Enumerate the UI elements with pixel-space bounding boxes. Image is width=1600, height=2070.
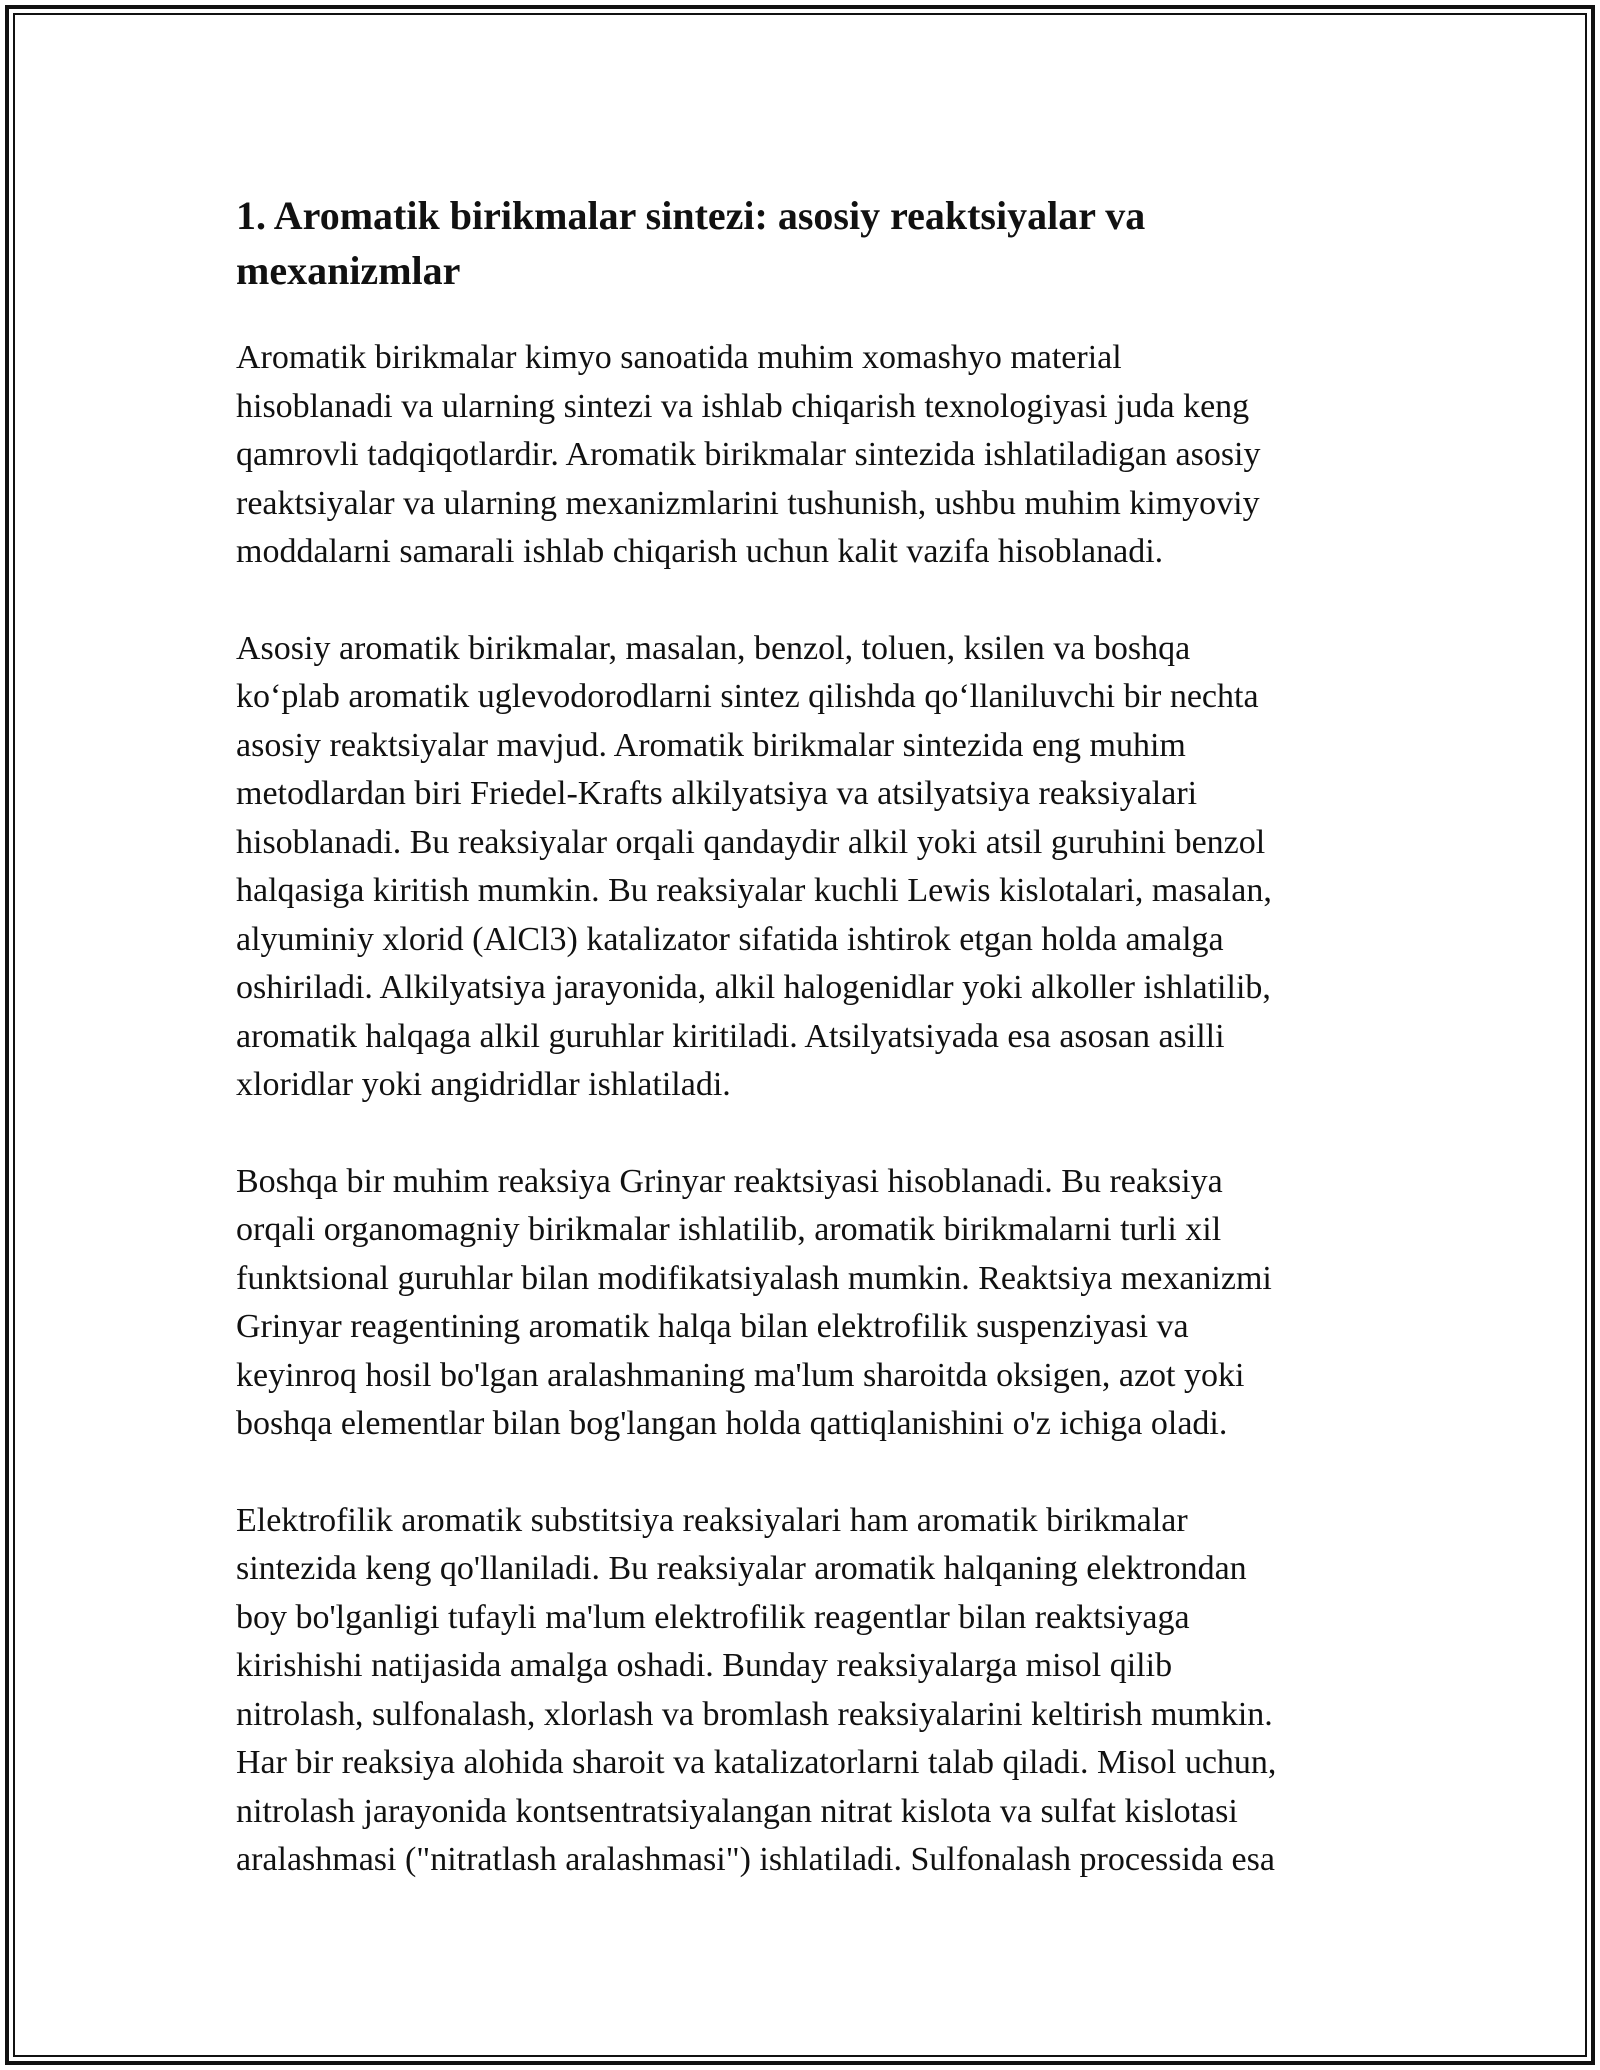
text-line: aromatik halqaga alkil guruhlar kiritiladi. Atsilyatsiyada esa asosan asilli — [236, 1017, 1225, 1055]
text-line: moddalarni samarali ishlab chiqarish uchun kalit vazifa hisoblanadi. — [236, 533, 1164, 570]
heading-line: mexanizmlar — [236, 248, 461, 293]
paragraph-2 — [236, 625, 1364, 1110]
heading-line: 1. Aromatik birikmalar sintezi: asosiy reaktsiyalar va — [236, 193, 1146, 238]
text-line: sintezida keng qo'llaniladi. Bu reaksiyalar aromatik halqaning elektrondan — [236, 1550, 1247, 1587]
text-line: Har bir reaksiya alohida sharoit va katalizatorlarni talab qiladi. Misol uchun, — [236, 1744, 1277, 1781]
text-line: boshqa elementlar bilan bog'langan holda qattiqlanishini o'z ichiga oladi. — [236, 1405, 1228, 1442]
text-line: boy bo'lganligi tufayli ma'lum elektrofilik reagentlar bilan reaktsiyaga — [236, 1598, 1190, 1636]
paragraph-4 — [236, 1497, 1364, 1885]
text-line: alyuminiy xlorid (AlCl3) katalizator sifatida ishtirok etgan holda amalga — [236, 920, 1224, 958]
text-line: Boshqa bir muhim reaksiya Grinyar reaktsiyasi hisoblanadi. Bu reaksiya — [236, 1162, 1223, 1200]
paragraph-1 — [236, 334, 1364, 577]
text-line: asosiy reaktsiyalar mavjud. Aromatik birikmalar sintezida eng muhim — [236, 726, 1186, 764]
text-line: nitrolash, sulfonalash, xlorlash va bromlash reaksiyalarini keltirish mumkin. — [236, 1695, 1273, 1733]
paragraph-3 — [236, 1158, 1364, 1449]
text-line: aralashmasi ("nitratlash aralashmasi") ishlatiladi. Sulfonalash processida esa — [236, 1841, 1275, 1878]
text-line: keyinroq hosil bo'lgan aralashmaning ma'lum sharoitda oksigen, azot yoki — [236, 1356, 1245, 1394]
text-line: halqasiga kiritish mumkin. Bu reaksiyalar kuchli Lewis kislotalari, masalan, — [236, 872, 1272, 909]
text-line: hisoblanadi va ularning sintezi va ishlab chiqarish texnologiyasi juda keng — [236, 387, 1250, 425]
text-line: ko‘plab aromatik uglevodorodlarni sintez qilishda qo‘llaniluvchi bir nechta — [236, 678, 1259, 715]
text-line: orqali organomagniy birikmalar ishlatilib, aromatik birikmalarni turli xil — [236, 1211, 1222, 1248]
text-line: xloridlar yoki angidridlar ishlatiladi. — [236, 1066, 731, 1103]
text-line: metodlardan biri Friedel-Krafts alkilyatsiya va atsilyatsiya reaksiyalari — [236, 775, 1198, 812]
section-heading — [236, 188, 1364, 298]
text-line: oshiriladi. Alkilyatsiya jarayonida, alkil halogenidlar yoki alkoller ishlatilib, — [236, 969, 1271, 1006]
text-line: Aromatik birikmalar kimyo sanoatida muhim xomashyo material — [236, 339, 1122, 376]
text-line: hisoblanadi. Bu reaksiyalar orqali qandaydir alkil yoki atsil guruhini benzol — [236, 823, 1266, 861]
text-line: Grinyar reagentining aromatik halqa bilan elektrofilik suspenziyasi va — [236, 1308, 1189, 1345]
document-body — [236, 188, 1364, 1933]
text-line: Elektrofilik aromatik substitsiya reaksiyalari ham aromatik birikmalar — [236, 1501, 1188, 1539]
text-line: reaktsiyalar va ularning mexanizmlarini tushunish, ushbu muhim kimyoviy — [236, 484, 1260, 522]
text-line: Asosiy aromatik birikmalar, masalan, benzol, toluen, ksilen va boshqa — [236, 629, 1191, 667]
text-line: funktsional guruhlar bilan modifikatsiyalash mumkin. Reaktsiya mexanizmi — [236, 1259, 1272, 1297]
text-line: kirishishi natijasida amalga oshadi. Bunday reaksiyalarga misol qilib — [236, 1647, 1173, 1684]
text-line: nitrolash jarayonida kontsentratsiyalangan nitrat kislota va sulfat kislotasi — [236, 1792, 1238, 1830]
text-line: qamrovli tadqiqotlardir. Aromatik birikmalar sintezida ishlatiladigan asosiy — [236, 436, 1261, 473]
